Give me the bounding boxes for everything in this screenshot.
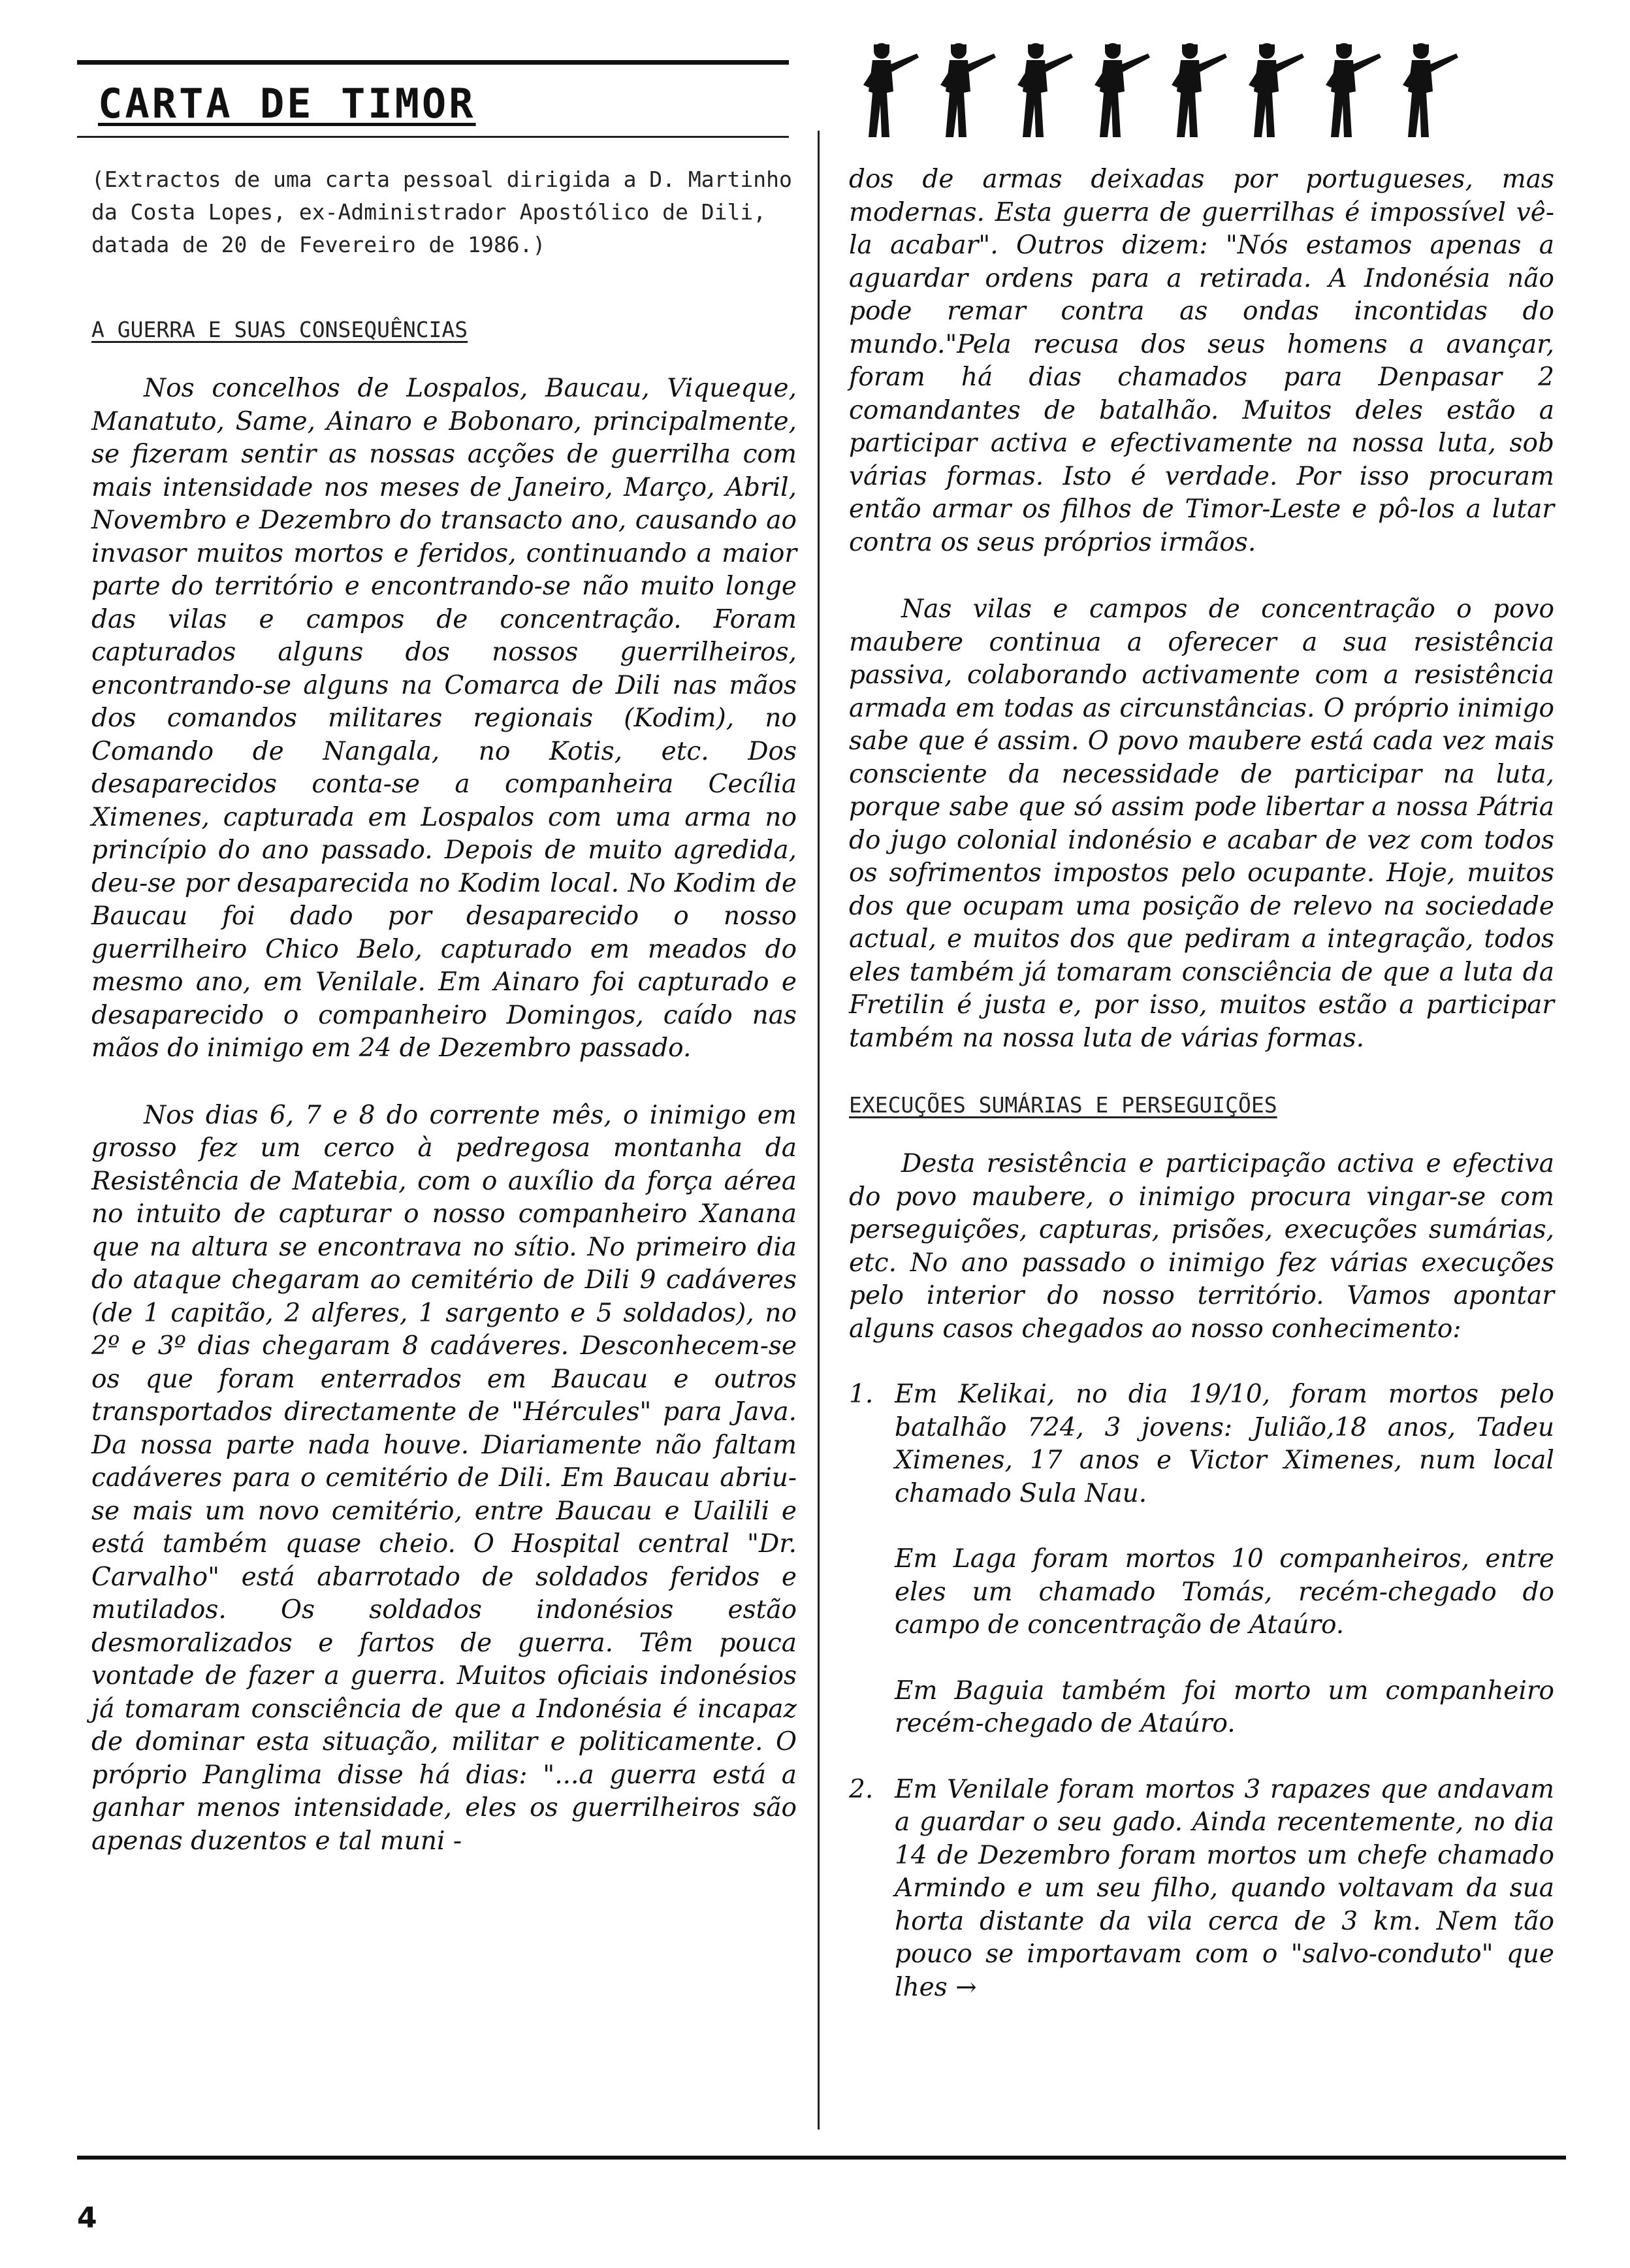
paragraph-resistance: Nas vilas e campos de concentração o povo maubere continua a oferecer a sua resistência passiva, colaborando activamente com a resistência armada em todas as circunstâncias. O próprio inimigo sabe que é assim. O povo maubere está cada vez mais consciente da necessidade de participar na luta, porque sabe que só assim pode libertar a nossa Pátria do jugo colonial indonésio e acabar de vez com todos os sofrimentos impostos pelo ocupante. Hoje, muitos dos que ocupam uma posição de relevo na sociedade actual, e muitos dos que pediram a integração, todos eles também já tomaram consciência de que a luta da Fretilin é justa e, por isso, muitos estão a participar também na nossa luta de várias formas.: [849, 594, 1554, 1053]
title-underline-rule: [77, 136, 789, 138]
page-number: 4: [77, 2201, 97, 2235]
paragraph-continued: dos de armas deixadas por portugueses, mas modernas. Esta guerra de guerrilhas é impossível vê-la acabar". Outros dizem: "Nós estamos apenas a aguardar ordens para a retirada. A Indonésia não pode remar contra as ondas incontidas do mundo."Pela recusa dos seus homens a avançar, foram há dias chamados para Denpasar 2 comandantes de batalhão. Muitos deles estão a participar activa e efectivamente na nossa luta, sob várias formas. Isto é verdade. Por isso procuram então armar os filhos de Timor-Leste e pô-los a lutar contra os seus próprios irmãos.: [849, 165, 1554, 557]
page-title: CARTA DE TIMOR: [98, 80, 476, 127]
section-heading-war: A GUERRA E SUAS CONSEQUÊNCIAS: [91, 317, 468, 342]
section-heading-executions: EXECUÇÕES SUMÁRIAS E PERSEGUIÇÕES: [849, 1092, 1277, 1118]
paragraph-executions: Desta resistência e participação activa e efectiva do povo maubere, o inimigo procura vingar-se com perseguições, capturas, prisões, execuções sumárias, etc. No ano passado o inimigo fez várias execuções pelo interior do nosso território. Vamos apontar alguns casos chegados ao nosso conhecimento:: [849, 1149, 1554, 1344]
paragraph-war-2: Nos dias 6, 7 e 8 do corrente mês, o inimigo em grosso fez um cerco à pedregosa montanha da Resistência de Matebia, com o auxílio da força aérea no intuito de capturar o nosso companheiro Xanana que na altura se encontrava no sítio. No primeiro dia do ataque chegaram ao cemitério de Dili 9 cadáveres (de 1 capitão, 2 alferes, 1 sargento e 5 soldados), no 2º e 3º dias chegaram 8 cadáveres. Desconhecem-se os que foram enterrados em Baucau e outros transportados directamente de "Hércules" para Java. Da nossa parte nada houve. Diariamente não faltam cadáveres para o cemitério de Dili. Em Baucau abriu-se mais um novo cemitério, entre Baucau e Uailili e está também quase cheio. O Hospital central "Dr. Carvalho" está abarrotado de soldados feridos e mutilados. Os soldados indonésios estão desmoralizados e fartos de guerra. Têm pouca vontade de fazer a guerra. Muitos oficiais indonésios já tomaram consciência de que a Indonésia é incapaz de dominar esta situação, militar e politicamente. O próprio Panglima disse há dias: "...a guerra está a ganhar menos intensidade, eles os guerrilheiros são apenas duzentos e tal muni -: [91, 1100, 797, 1856]
top-rule: [77, 60, 789, 65]
paragraph-war-1: Nos concelhos de Lospalos, Baucau, Viqueque, Manatuto, Same, Ainaro e Bobonaro, principalmente, se fizeram sentir as nossas acções de guerrilha com mais intensidade nos meses de Janeiro, Março, Abril, Novembro e Dezembro do transacto ano, causando ao invasor muitos mortos e feridos, continuando a maior parte do território e encontrando-se não muito longe das vilas e campos de concentração. Foram capturados alguns dos nossos guerrilheiros, encontrando-se alguns na Comarca de Dili nas mãos dos comandos militares regionais (Kodim), no Comando de Nangala, no Kotis, etc. Dos desaparecidos conta-se a companheira Cecília Ximenes, capturada em Lospalos com uma arma no princípio do ano passado. Depois de muito agredida, deu-se por desaparecida no Kodim local. No Kodim de Baucau foi dado por desaparecido o nosso guerrilheiro Chico Belo, capturado em meados do mesmo ano, em Venilale. Em Ainaro foi capturado e desaparecido o companheiro Domingos, caído nas mãos do inimigo em 24 de Dezembro passado.: [91, 374, 797, 1063]
column-divider: [818, 131, 820, 2130]
list-number: 2.: [849, 1774, 874, 1804]
list-number: 1.: [849, 1380, 874, 1409]
list-item-text: Em Kelikai, no dia 19/10, foram mortos pelo batalhão 724, 3 jovens: Julião,18 anos, Tadeu Ximenes, 17 anos e Victor Ximenes, num local chamado Sula Nau.: [895, 1380, 1554, 1508]
left-column: [91, 163, 797, 1858]
right-column: [849, 163, 1554, 2004]
list-item: [849, 1774, 1554, 2005]
list-item: [849, 1378, 1554, 1741]
list-subitem-text: Em Laga foram mortos 10 companheiros, entre eles um chamado Tomás, recém-chegado do campo de concentração de Ataúro.: [895, 1544, 1554, 1640]
list-item-text: Em Venilale foram mortos 3 rapazes que andavam a guardar o seu gado. Ainda recentemente, no dia 14 de Dezembro foram mortos um chefe chamado Armindo e um seu filho, quando voltavam da sua horta distante da vila cerca de 3 km. Nem tão pouco se importavam com o "salvo-conduto" que lhes →: [895, 1774, 1554, 2002]
list-subitem-text: Em Baguia também foi morto um companheiro recém-chegado de Ataúro.: [895, 1676, 1554, 1738]
intro-note: (Extractos de uma carta pessoal dirigida a D. Martinho da Costa Lopes, ex-Administrador Apostólico de Dili, datada de 20 de Fevereiro de 1986.): [91, 167, 792, 257]
bottom-rule: [77, 2156, 1566, 2160]
soldiers-illustration-icon: [849, 36, 1463, 147]
